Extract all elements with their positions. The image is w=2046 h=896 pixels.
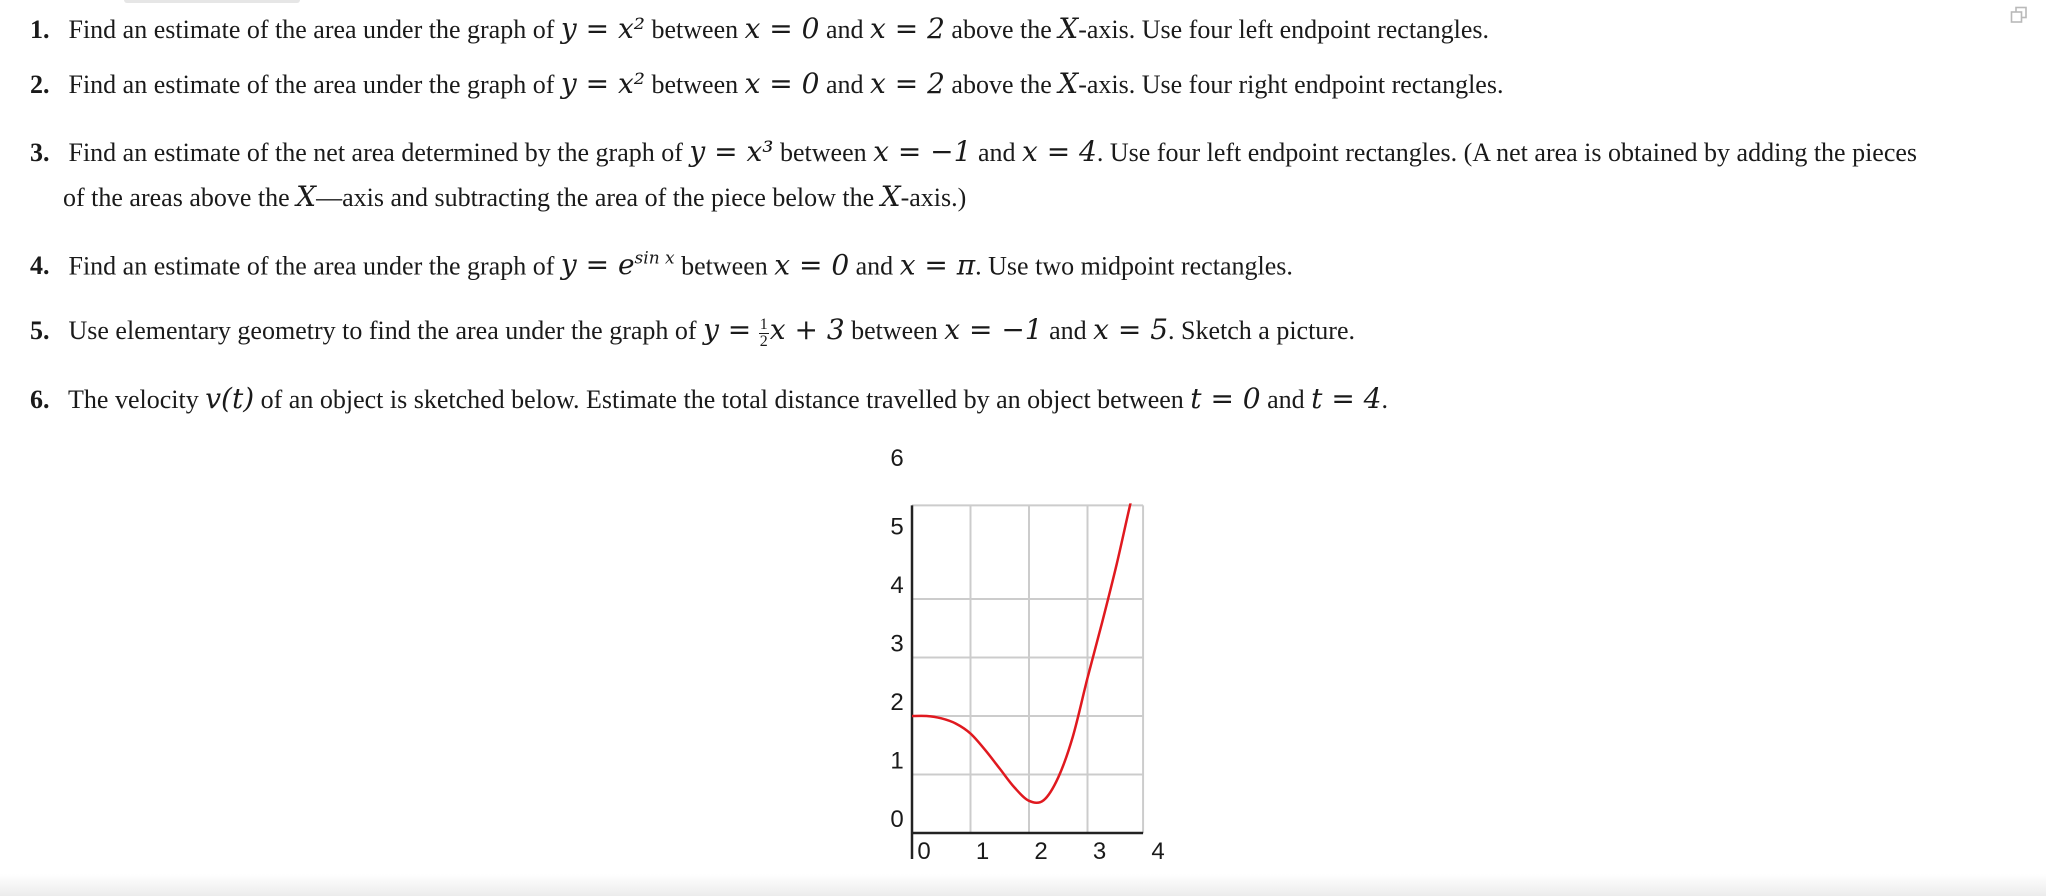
fraction-denominator: 2 — [759, 332, 768, 350]
problem-text: and — [825, 15, 864, 44]
problem-number: 6. — [30, 385, 50, 414]
problem-text: of an object is sketched below. Estimate the total distance travelled by an object between — [260, 385, 1184, 414]
math-expression: x = 2 — [870, 67, 945, 100]
problem-text: between — [780, 138, 867, 167]
y-tick-label: 4 — [890, 572, 904, 599]
velocity-chart — [870, 440, 1190, 870]
problem-4 — [30, 242, 1293, 283]
problem-text: of the areas above the — [63, 183, 290, 212]
problem-text: and — [855, 251, 894, 281]
problem-text: and — [977, 138, 1016, 167]
math-expression: X — [1058, 67, 1079, 100]
math-exponent: sin x — [634, 249, 675, 269]
x-tick-label: 3 — [1092, 838, 1107, 865]
problem-text: between — [681, 251, 768, 281]
problem-text: above the — [951, 70, 1052, 99]
problem-text: . Use four left endpoint rectangles. (A net area is obtained by adding the pieces — [1096, 138, 1918, 167]
problem-text: -axis. Use four right endpoint rectangles. — [1078, 70, 1504, 99]
problem-text: between — [651, 70, 739, 99]
math-expression: x = 2 — [870, 12, 945, 45]
problem-number: 5. — [30, 316, 50, 345]
problem-text: above the — [951, 15, 1052, 44]
problem-text: . Use two midpoint rectangles. — [975, 251, 1293, 281]
math-expression: v(t) — [205, 382, 255, 415]
problem-text: and — [1049, 316, 1087, 345]
y-tick-label: 2 — [890, 689, 904, 716]
math-expression: x = −1 — [873, 135, 972, 168]
y-tick-label: 1 — [890, 747, 904, 775]
math-expression: x = 0 — [744, 67, 820, 100]
top-tab — [124, 0, 300, 3]
problem-text: and — [825, 70, 864, 99]
problem-text: -axis.) — [900, 183, 967, 212]
math-expression: x + 3 — [769, 313, 845, 346]
problem-3-continued — [63, 180, 966, 215]
y-tick-label: 0 — [890, 806, 904, 833]
math-base: y = e — [560, 248, 635, 282]
math-expression: X — [1058, 12, 1079, 45]
math-expression — [561, 248, 675, 281]
problem-5 — [30, 313, 1355, 350]
math-expression: x = π — [899, 248, 976, 282]
problem-number: 4. — [30, 251, 50, 281]
fraction — [759, 317, 769, 350]
math-expression: x = 0 — [774, 248, 850, 282]
problem-text: —axis and subtracting the area of the piece below the — [316, 183, 875, 212]
y-tick-label: 5 — [890, 513, 904, 541]
y-tick-label: 3 — [890, 630, 904, 658]
math-expression: y = x² — [560, 67, 645, 100]
bottom-fade — [0, 874, 2046, 896]
problem-2 — [30, 67, 1503, 102]
popout-icon[interactable] — [2010, 6, 2028, 24]
math-expression: t = 0 — [1190, 382, 1261, 415]
problem-text: . Sketch a picture. — [1168, 316, 1356, 345]
problem-text: Find an estimate of the area under the graph of — [68, 70, 555, 99]
fraction-numerator: 1 — [759, 315, 768, 333]
math-expression: t = 4 — [1311, 382, 1382, 415]
math-expression: x = 0 — [744, 12, 820, 45]
x-tick-label: 0 — [917, 838, 931, 865]
problem-text: . — [1381, 385, 1388, 414]
problem-number: 2. — [30, 70, 50, 99]
problem-text: Find an estimate of the area under the graph of — [68, 15, 555, 44]
math-expression: x = 4 — [1022, 135, 1097, 168]
x-tick-label: 1 — [975, 838, 990, 865]
math-expression: y = — [703, 313, 752, 346]
problem-number: 3. — [30, 138, 50, 167]
problem-text: Find an estimate of the area under the graph of — [68, 251, 555, 281]
y-tick-label: 6 — [890, 445, 904, 472]
problem-text: between — [851, 316, 938, 345]
math-expression: y = x² — [560, 12, 645, 45]
problem-number: 1. — [30, 15, 50, 44]
math-expression: X — [880, 180, 901, 213]
math-expression: x = 5 — [1093, 313, 1169, 346]
problem-text: between — [651, 15, 739, 44]
problem-1 — [30, 12, 1489, 47]
math-expression: y = x³ — [689, 135, 774, 168]
x-tick-label: 2 — [1034, 838, 1048, 865]
math-expression: x = −1 — [944, 313, 1043, 346]
problem-3 — [30, 135, 1917, 170]
x-tick-label: 4 — [1151, 838, 1165, 865]
problem-text: The velocity — [68, 385, 199, 414]
problem-text: Use elementary geometry to find the area under the graph of — [68, 316, 697, 345]
problem-text: Find an estimate of the net area determined by the graph of — [68, 138, 683, 167]
math-expression: X — [296, 180, 317, 213]
problem-6 — [30, 382, 1388, 417]
problem-text: -axis. Use four left endpoint rectangles. — [1078, 15, 1489, 44]
problem-text: and — [1267, 385, 1305, 414]
